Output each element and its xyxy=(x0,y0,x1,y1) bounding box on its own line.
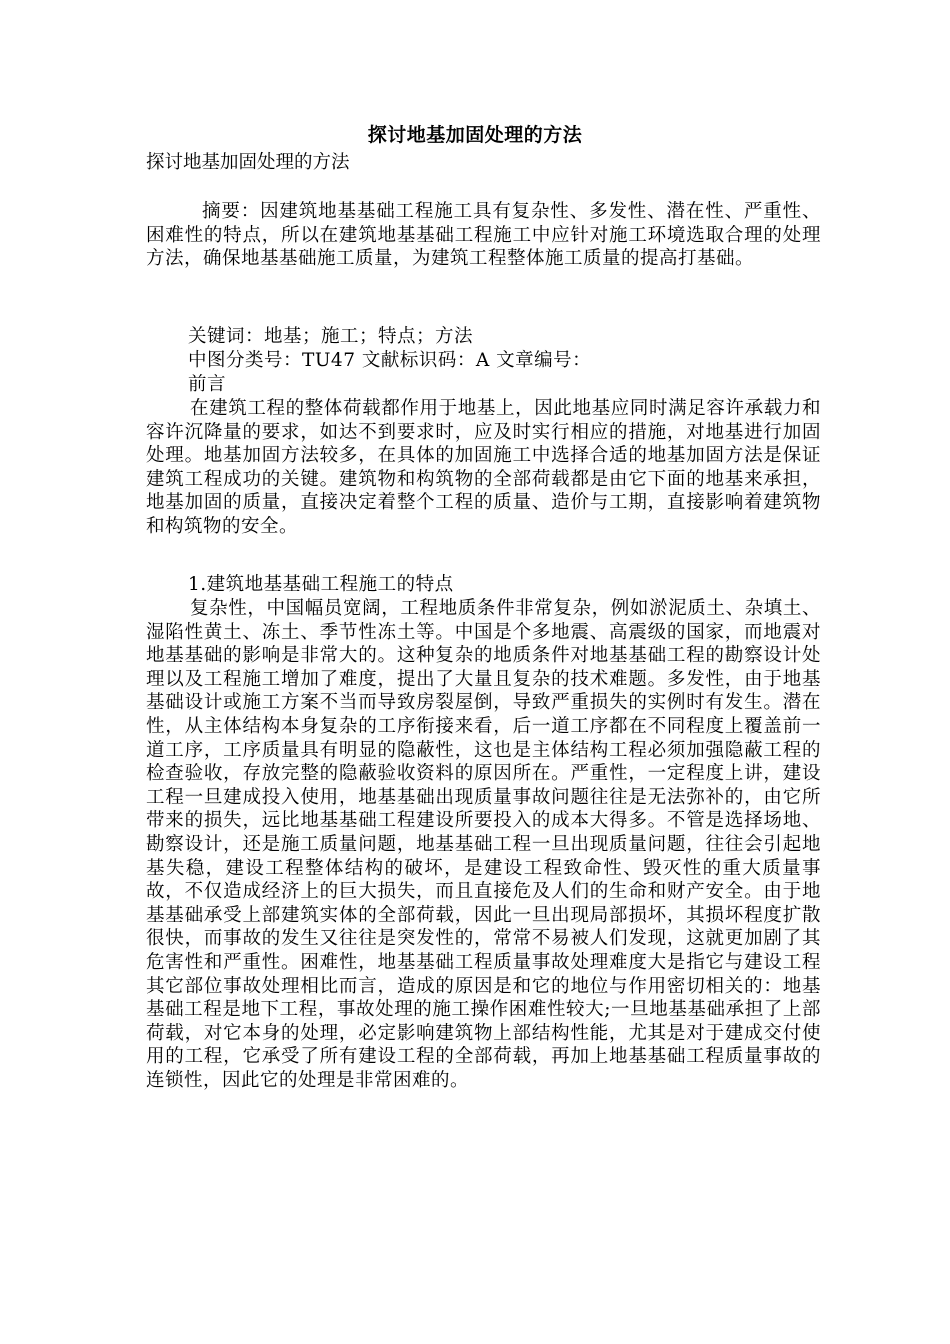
document-subtitle: 探讨地基加固处理的方法 xyxy=(146,152,350,173)
preface-paragraph: 在建筑工程的整体荷载都作用于地基上，因此地基应同时满足容许承载力和容许沉降量的要求，如达不到要求时，应及时实行相应的措施，对地基进行加固处理。地基加固方法较多，在具体的加固施工中选择合适的地基加固方法是保证建筑工程成功的关键。建筑物和构筑物的全部荷载都是由它下面的地基来承担，地基加固的质量，直接决定着整个工程的质量、造价与工期，直接影响着建筑物和构筑物的安全。 xyxy=(146,398,821,537)
preface-heading: 前言 xyxy=(188,374,227,395)
section-1-paragraph: 复杂性，中国幅员宽阔，工程地质条件非常复杂，例如淤泥质土、杂填土、湿陷性黄土、冻土、季节性冻土等。中国是个多地震、高震级的国家，而地震对地基基础的影响是非常大的。这种复杂的地质条件对地基基础工程的勘察设计处理以及工程施工增加了难度，提出了大量且复杂的技术难题。多发性，由于地基基础设计或施工方案不当而导致房裂屋倒，导致严重损失的实例时有发生。潜在性，从主体结构本身复杂的工序衔接来看，后一道工序都在不同程度上覆盖前一道工序，工序质量具有明显的隐蔽性，这也是主体结构工程必须加强隐蔽工程的检查验收，存放完整的隐蔽验收资料的原因所在。严重性，一定程度上讲，建设工程一旦建成投入使用，地基基础出现质量事故问题往往是无法弥补的，由它所带来的损失，远比地基基础工程建设所要投入的成本大得多。不管是选择场地、勘察设计，还是施工质量问题，地基基础工程一旦出现质量问题，往往会引起地基失稳，建设工程整体结构的破坏，是建设工程致命性、毁灭性的重大质量事故，不仅造成经济上的巨大损失，而且直接危及人们的生命和财产安全。由于地基基础承受上部建筑实体的全部荷载，因此一旦出现局部损坏，其损坏程度扩散很快，而事故的发生又往往是突发性的，常常不易被人们发现，这就更加剧了其危害性和严重性。困难性，地基基础工程质量事故处理难度大是指它与建设工程其它部位事故处理相比而言，造成的原因是和它的地位与作用密切相关的：地基基础工程是地下工程，事故处理的施工操作困难性较大;一旦地基基础承担了上部荷载，对它本身的处理，必定影响建筑物上部结构性能，尤其是对于建成交付使用的工程，它承受了所有建设工程的全部荷载，再加上地基基础工程质量事故的连锁性，因此它的处理是非常困难的。 xyxy=(146,598,821,1091)
classification-line: 中图分类号：TU47 文献标识码：A 文章编号： xyxy=(188,350,592,371)
section-1-heading: 1.建筑地基基础工程施工的特点 xyxy=(188,574,454,595)
keywords-line: 关键词：地基；施工；特点；方法 xyxy=(188,326,474,347)
abstract-paragraph: 摘要：因建筑地基基础工程施工具有复杂性、多发性、潜在性、严重性、困难性的特点，所以在建筑地基基础工程施工中应针对施工环境选取合理的处理方法，确保地基基础施工质量，为建筑工程整体施工质量的提高打基础。 xyxy=(146,201,821,270)
document-title: 探讨地基加固处理的方法 xyxy=(367,124,583,146)
